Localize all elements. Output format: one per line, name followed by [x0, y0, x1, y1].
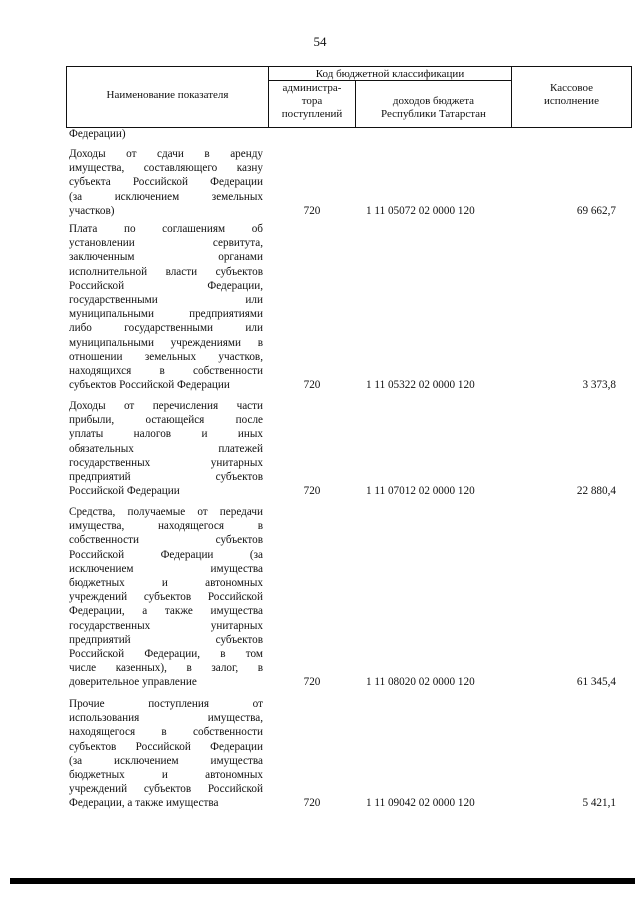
table-row: [0, 222, 640, 392]
table-row: [0, 399, 640, 498]
row-name: [69, 505, 263, 690]
header-top-border: [66, 66, 632, 67]
row-name-line: имущества, находящегося в: [69, 520, 263, 533]
row-name-line: Прочие поступления от: [69, 698, 263, 710]
row-name-line: бюджетных и автономных: [69, 769, 263, 782]
row-amount: 61 345,4: [576, 676, 616, 689]
header-admin-column: [269, 82, 355, 121]
header-cash-line: исполнение: [544, 95, 599, 107]
table-row: [0, 505, 640, 690]
header-cash-column: [512, 82, 631, 108]
row-admin-code: 720: [303, 485, 321, 498]
row-name-line: субъектов Российской Федерации: [69, 740, 263, 753]
row-name-line: государственными или: [69, 294, 263, 307]
row-name-line: (за исключением имущества: [69, 754, 263, 767]
row-name-line: Российской Федерации (за: [69, 548, 263, 561]
row-name-line: (за исключением земельных: [69, 190, 263, 203]
header-code-group: [269, 68, 511, 81]
row-name-line: использования имущества,: [69, 712, 263, 725]
row-admin-code: 720: [303, 379, 321, 392]
row-name-line: Федерации, а также имущества: [69, 797, 219, 810]
header-admin-line: тора: [301, 95, 323, 107]
row-name-line: установлении сервитута,: [69, 237, 263, 250]
row-name-line: исключением имущества: [69, 562, 263, 575]
row-name: [69, 147, 263, 218]
row-name-line: Российской Федерации, в том: [69, 648, 263, 661]
header-income-line: доходов бюджета: [392, 95, 475, 107]
row-name-line: предприятий субъектов: [69, 633, 263, 646]
table-row: [0, 127, 640, 141]
row-name-line: числе казенных), в залог, в: [69, 662, 263, 675]
row-admin-code: 720: [303, 797, 321, 810]
header-name-label: Наименование показателя: [106, 89, 229, 101]
row-name-line: участков): [69, 204, 115, 217]
scan-bottom-edge: [10, 878, 635, 884]
row-amount: 22 880,4: [576, 485, 616, 498]
row-budget-code: 1 11 05322 02 0000 120: [366, 379, 475, 392]
row-name-line: исполнительной власти субъектов: [69, 265, 263, 278]
row-name-line: уплаты налогов и иных: [69, 428, 263, 441]
row-budget-code: 1 11 08020 02 0000 120: [366, 676, 475, 689]
row-admin-code: 720: [303, 204, 321, 217]
row-name-line: Федерации, а также имущества: [69, 605, 263, 618]
row-name-line: обязательных платежей: [69, 442, 263, 455]
row-name-line: либо государственными или: [69, 322, 263, 335]
row-amount: 69 662,7: [576, 204, 616, 217]
row-name: [69, 697, 263, 811]
row-name: [69, 127, 263, 141]
header-income-column: [356, 95, 511, 121]
row-name-line: государственных унитарных: [69, 619, 263, 632]
page-number: 54: [313, 34, 327, 49]
row-name-line: имущества, составляющего казну: [69, 162, 263, 175]
row-name-line: Федерации): [69, 128, 126, 140]
row-amount: 5 421,1: [582, 797, 616, 810]
row-budget-code: 1 11 09042 02 0000 120: [366, 797, 475, 810]
row-name-line: учреждений субъектов Российской: [69, 591, 263, 604]
row-name-line: Средства, получаемые от передачи: [69, 506, 263, 518]
header-code-group-label: Код бюджетной классификации: [315, 68, 465, 80]
row-name-line: муниципальными предприятиями: [69, 308, 263, 321]
table-row: [0, 147, 640, 218]
table-row: [0, 697, 640, 811]
row-name-line: заключенным органами: [69, 251, 263, 264]
row-name-line: находящихся в собственности: [69, 365, 263, 378]
row-budget-code: 1 11 07012 02 0000 120: [366, 485, 475, 498]
header-income-line: Республики Татарстан: [381, 108, 486, 120]
header-right-border: [631, 66, 632, 128]
row-name-line: находящегося в собственности: [69, 726, 263, 739]
row-name-line: Российской Федерации,: [69, 279, 263, 292]
row-name-line: Доходы от перечисления части: [69, 400, 263, 412]
row-name-line: Российской Федерации: [69, 485, 180, 498]
header-admin-line: поступлений: [281, 108, 343, 120]
row-admin-code: 720: [303, 676, 321, 689]
row-amount: 3 373,8: [582, 379, 616, 392]
row-name-line: Доходы от сдачи в аренду: [69, 148, 263, 160]
header-name-column: [67, 89, 268, 102]
row-name-line: Плата по соглашениям об: [69, 223, 263, 235]
header-cash-line: Кассовое: [550, 82, 593, 94]
row-budget-code: 1 11 05072 02 0000 120: [366, 204, 475, 217]
row-name-line: бюджетных и автономных: [69, 577, 263, 590]
row-name: [69, 222, 263, 392]
header-admin-line: администра-: [282, 82, 342, 94]
row-name-line: предприятий субъектов: [69, 471, 263, 484]
row-name-line: учреждений субъектов Российской: [69, 783, 263, 796]
row-name-line: прибыли, остающейся после: [69, 414, 263, 427]
row-name-line: субъекта Российской Федерации: [69, 176, 263, 189]
row-name-line: отношении земельных участков,: [69, 350, 263, 363]
row-name: [69, 399, 263, 498]
row-name-line: муниципальными учреждениями в: [69, 336, 263, 349]
row-name-line: государственных унитарных: [69, 456, 263, 469]
row-name-line: собственности субъектов: [69, 534, 263, 547]
row-name-line: субъектов Российской Федерации: [69, 379, 230, 392]
row-name-line: доверительное управление: [69, 676, 197, 689]
